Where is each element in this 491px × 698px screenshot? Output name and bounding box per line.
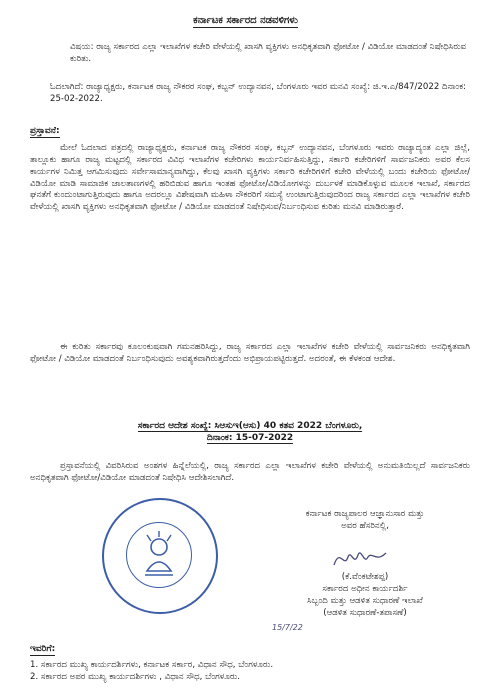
order-number [30, 420, 470, 445]
handwritten-initials: 15/7/22 [272, 623, 303, 632]
subject-text: ರಾಜ್ಯ ಸರ್ಕಾರದ ಎಲ್ಲಾ ಇಲಾಖೆಗಳ ಕಚೇರಿ ವೇಳೆಯಲ್ಲಿ ಖಾಸಗಿ ವ್ಯಕ್ತಿಗಳು ಅನಧಿಕೃತವಾಗಿ ಫೋಟೋ / ವಿಡಿಯೋ ಮಾಡದಂತೆ ನಿಷೇಧಿಸಿರುವ ಕುರಿತು. [70, 42, 467, 64]
recipient-item: 2. ಸರ್ಕಾರದ ಅಪರ ಮುಖ್ಯ ಕಾರ್ಯದರ್ಶಿಗಳು , ವಿಧಾನ ಸೌಧ, ಬೆಂಗಳೂರು. [30, 672, 240, 683]
page-title-text: ಕರ್ನಾಟಕ ಸರ್ಕಾರದ ನಡವಳಿಗಳು [193, 15, 298, 26]
signatory-designation-3: (ಆಡಳಿತ ಸುಧಾರಣೆ-ತಪಾಸಣೆ) [323, 607, 407, 618]
subject-block [70, 42, 470, 66]
recipient-item: 1. ಸರ್ಕಾರದ ಮುಖ್ಯ ಕಾರ್ಯದರ್ಶಿಗಳು, ಕರ್ನಾಟಕ ಸರ್ಕಾರ, ವಿಧಾನ ಸೌಧ, ಬೆಂಗಳೂರು. [30, 660, 274, 671]
signoff-authority [255, 509, 475, 533]
official-seal [102, 498, 218, 614]
subject-label: ವಿಷಯ: [70, 42, 94, 52]
reference-block [50, 82, 470, 106]
signatory-designation-2: ಸಿಬ್ಬಂದಿ ಮತ್ತು ಆಡಳಿತ ಸುಧಾರಣೆ ಇಲಾಖೆ [307, 595, 423, 606]
order-line-1: ಸರ್ಕಾರದ ಆದೇಶ ಸಂಖ್ಯೆ: ಸಿಆಸುಇ(ಆಸು) 40 ಕತವ 2022 ಬೆಂಗಳೂರು, [137, 421, 363, 431]
emblem-icon [127, 523, 191, 587]
recipients-heading: ಇವರಿಗೆ: [30, 643, 55, 656]
signatory-designation-1: ಸರ್ಕಾರದ ಅಧೀನ ಕಾರ್ಯದರ್ಶಿ [322, 583, 408, 594]
preamble-heading: ಪ್ರಸ್ತಾವನೆ: [30, 125, 60, 138]
signature-icon [330, 543, 390, 573]
recipients-block [30, 643, 480, 684]
signoff-line-2: ಅವರ ಹೆಸರಿನಲ್ಲಿ, [341, 520, 389, 531]
reference-label: ಓದಲಾಗಿದೆ: [50, 82, 84, 92]
reference-text: ರಾಜ್ಯಾಧ್ಯಕ್ಷರು, ಕರ್ನಾಟಕ ರಾಜ್ಯ ನೌಕರರ ಸಂಘ, ಕಬ್ಬನ್ ಉದ್ಯಾನವನ, ಬೆಂಗಳೂರು ಇವರ ಮನವಿ ಸಂಖ್ಯೆ: ಜಿ.ಇ.ಎ/847/2022 ದಿನಾಂಕ: 25-02-2022. [50, 82, 466, 104]
signoff-line-1: ಕರ್ನಾಟಕ ರಾಜ್ಯಪಾಲರ ಆಜ್ಞಾನುಸಾರ ಮತ್ತು [305, 509, 425, 519]
order-line-2: ದಿನಾಂಕ: 15-07-2022 [206, 433, 294, 444]
seal-emblem [126, 522, 192, 588]
preamble-paragraph-2: ಈ ಕುರಿತು ಸರ್ಕಾರವು ಕೂಲಂಕುಷವಾಗಿ ಗಮನಹರಿಸಿದ್ದು, ರಾಜ್ಯ ಸರ್ಕಾರದ ಎಲ್ಲಾ ಇಲಾಖೆಗಳ ಕಚೇರಿ ವೇಳೆಯಲ್ಲಿ ಸಾರ್ವಜನಿಕರು ಅನಧಿಕೃತವಾಗಿ ಫೋಟೋ / ವಿಡಿಯೋ ಮಾಡದಂತೆ ನಿರ್ಬಂಧಿಸುವುದು ಅವಶ್ಯಕವಾಗಿರುತ್ತದೆಂದು ಅಭಿಪ್ರಾಯಪಟ್ಟಿರುತ್ತದೆ. ಅದರಂತೆ, ಈ ಕೆಳಕಂಡ ಆದೇಶ. [30, 342, 470, 364]
signatory-name: (ಕೆ.ವೆಂಕಟೇಶಪ್ಪ) [341, 572, 389, 582]
signatory-block [255, 572, 475, 619]
preamble-paragraph-1: ಮೇಲೆ ಓದಲಾದ ಪತ್ರದಲ್ಲಿ ರಾಜ್ಯಾಧ್ಯಕ್ಷರು, ಕರ್ನಾಟಕ ರಾಜ್ಯ ನೌಕರರ ಸಂಘ, ಕಬ್ಬನ್ ಉದ್ಯಾನವನ, ಬೆಂಗಳೂರು ಇವರು ರಾಜ್ಯಾದ್ಯಂತ ಎಲ್ಲಾ ಜಿಲ್ಲೆ, ತಾಲ್ಲೂಕು ಹಾಗೂ ರಾಜ್ಯ ಮಟ್ಟದಲ್ಲಿ ಸರ್ಕಾರದ ವಿವಿಧ ಇಲಾಖೆಗಳ ಕಚೇರಿಗಳು ಕಾರ್ಯನಿರ್ವಹಿಸುತ್ತಿದ್ದು, ಸರ್ಕಾರಿ ಕಚೇರಿಗಳಿಗೆ ಸಾರ್ವಜನಿಕರು ಅವರ ಕೆಲಸ ಕಾರ್ಯಗಳ ನಿಮಿತ್ತ ಆಗಮಿಸುವುದು ಸರ್ವೇಸಾಮಾನ್ಯವಾಗಿದ್ದು, ಕೆಲವು ಖಾಸಗಿ ವ್ಯಕ್ತಿಗಳು ಸರ್ಕಾರಿ ಕಚೇರಿಗಳಿಗೆ ಕಚೇರಿ ವೇಳೆಯಲ್ಲಿ ಬಂದು ಕಚೇರಿಯ ಫೋಟೋ/ವಿಡಿಯೋ ಮಾಡಿ ಸಾಮಾಜಿಕ ಜಾಲತಾಣಗಳಲ್ಲಿ ಹರಿಬಿಡುವ ಹಾಗೂ ಇಂತಹ ಫೋಟೋ/ವಿಡಿಯೋಗಳನ್ನು ದುರ್ಬಳಕೆ ಮಾಡಿಕೊಳ್ಳುವ ಮೂಲಕ ಇಲಾಖೆ, ಸರ್ಕಾರದ ಘನತೆಗೆ ಕುಂದುಂಟಾಗುತ್ತಿರುವುದು ಹಾಗೂ ಅದರಲ್ಲೂ ವಿಶೇಷವಾಗಿ ಮಹಿಳಾ ನೌಕರರಿಗೆ ಸಮಸ್ಯೆ ಉಂಟಾಗುತ್ತಿರುವುದರಿಂದ ರಾಜ್ಯ ಸರ್ಕಾರದ ಎಲ್ಲಾ ಇಲಾಖೆಗಳ ಕಚೇರಿ ವೇಳೆಯಲ್ಲಿ ಖಾಸಗಿ ವ್ಯಕ್ತಿಗಳು ಅನಧಿಕೃತವಾಗಿ ಫೋಟೋ / ವಿಡಿಯೋ ಮಾಡದಂತೆ ನಿಷೇಧಿಸುವ/ನಿರ್ಬಂಧಿಸುವ ಕುರಿತು ಮನವಿ ಮಾಡಿರುತ್ತಾರೆ. [30, 143, 470, 213]
order-body: ಪ್ರಸ್ತಾವನೆಯಲ್ಲಿ ವಿವರಿಸಿರುವ ಅಂಶಗಳ ಹಿನ್ನೆಲೆಯಲ್ಲಿ, ರಾಜ್ಯ ಸರ್ಕಾರದ ಎಲ್ಲಾ ಇಲಾಖೆಗಳ ಕಚೇರಿ ವೇಳೆಯಲ್ಲಿ ಅನುಮತಿಯಿಲ್ಲದೆ ಸಾರ್ವಜನಿಕರು ಅನಧಿಕೃತವಾಗಿ ಫೋಟೋ/ವಿಡಿಯೋ ಮಾಡದಂತೆ ನಿಷೇಧಿಸಿ ಆದೇಶಿಸಲಾಗಿದೆ. [30, 461, 470, 483]
page-title [0, 14, 491, 28]
